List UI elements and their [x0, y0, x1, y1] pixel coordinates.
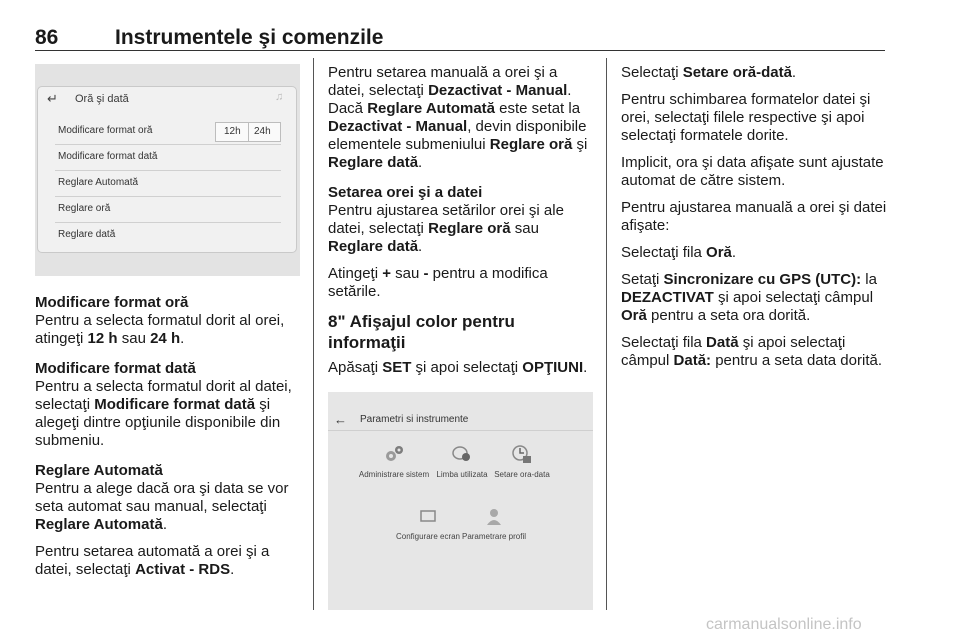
- back-arrow-icon[interactable]: ←: [334, 412, 347, 427]
- paragraph: Pentru schimbarea formatelor datei şi orei, selectaţi filele respective şi apoi selectaţi formatele dorite.: [621, 91, 871, 144]
- gears-icon: [383, 444, 405, 464]
- paragraph: Pentru a selecta formatul dorit al orei, atingeţi 12 h sau 24 h.: [35, 312, 285, 347]
- screen-title: Oră şi dată: [75, 93, 129, 105]
- language-icon: [451, 444, 473, 464]
- menu-list: [55, 119, 281, 248]
- page-header: [35, 26, 885, 50]
- paragraph: Pentru a alege dacă ora şi data se vor seta automat sau manual, selectaţi Reglare Automată.: [35, 480, 289, 533]
- column-divider: [313, 58, 314, 610]
- watermark: carmanualsonline.info: [706, 616, 862, 633]
- menu-item-set-date[interactable]: Reglare dată: [58, 229, 116, 240]
- clock-calendar-icon: [511, 444, 533, 464]
- column-2: [328, 64, 593, 386]
- menu-item-date-format[interactable]: Modificare format dată: [55, 145, 281, 171]
- column-divider: [606, 58, 607, 610]
- paragraph: Implicit, ora şi data afişate sunt ajustate automat de către sistem.: [621, 154, 884, 189]
- heading-set-time-date: Setarea orei şi a datei: [328, 184, 483, 201]
- settings-screenshot: [328, 392, 593, 610]
- paragraph: Atingeţi + sau - pentru a modifica setările.: [328, 265, 548, 300]
- screen-header: [328, 412, 593, 431]
- paragraph: Selectaţi fila Dată şi apoi selectaţi câmpul Dată: pentru a seta data dorită.: [621, 334, 882, 369]
- menu-item-screen-config[interactable]: Configurare ecran: [388, 506, 468, 541]
- paragraph: Pentru a selecta formatul dorit al datei, selectaţi Modificare format dată şi alegeţi dintre opţiunile disponibile din submeniu.: [35, 378, 292, 449]
- screen-title: Parametri si instrumente: [360, 414, 469, 425]
- page-title: Instrumentele şi comenzile: [115, 26, 384, 49]
- paragraph: Selectaţi fila Oră.: [621, 244, 737, 261]
- paragraph: Pentru ajustarea setărilor orei şi ale datei, selectaţi Reglare oră sau Reglare dată.: [328, 202, 564, 255]
- toggle-12h[interactable]: 12h: [224, 126, 241, 137]
- paragraph: Pentru setarea automată a orei şi a datei, selectaţi Activat - RDS.: [35, 543, 270, 578]
- heading-color-display: 8" Afişajul color pentru informaţii: [328, 312, 515, 352]
- screen-icon: [417, 506, 439, 526]
- paragraph: Apăsaţi SET şi apoi selectaţi OPŢIUNI.: [328, 359, 588, 376]
- music-note-icon: ♫: [275, 91, 284, 103]
- menu-item-language[interactable]: Limba utilizata: [422, 444, 502, 479]
- toggle-24h[interactable]: 24h: [254, 126, 271, 137]
- page-number: 86: [35, 26, 59, 49]
- column-3: [621, 64, 889, 379]
- profile-icon: [483, 506, 505, 526]
- paragraph: Pentru setarea manuală a orei şi a datei, selectaţi Dezactivat - Manual. Dacă Reglare Automată este setat la Dezactivat - Manual, devin disponibile elementele submeniului Reglare oră şi Reglare dată.: [328, 64, 588, 171]
- time-format-toggle[interactable]: [215, 122, 281, 142]
- heading-auto-set: Reglare Automată: [35, 462, 163, 479]
- column-1: [35, 294, 300, 588]
- menu-item-set-time[interactable]: Reglare oră: [55, 197, 281, 223]
- back-arrow-icon[interactable]: ↵: [47, 91, 58, 106]
- time-date-screenshot: [35, 64, 300, 276]
- paragraph: Setaţi Sincronizare cu GPS (UTC): la DEZACTIVAT şi apoi selectaţi câmpul Oră pentru a seta ora dorită.: [621, 271, 877, 324]
- menu-item-time-format[interactable]: Modificare format oră 12h 24h: [55, 119, 281, 145]
- heading-date-format: Modificare format dată: [35, 360, 196, 377]
- menu-item-profile[interactable]: Parametrare profil: [454, 506, 534, 541]
- menu-item-auto-set[interactable]: Reglare Automată: [55, 171, 281, 197]
- menu-item-system-admin[interactable]: Administrare sistem: [354, 444, 434, 479]
- paragraph: Pentru ajustarea manuală a orei şi datei afişate:: [621, 199, 887, 234]
- header-rule: [35, 50, 885, 51]
- paragraph: Selectaţi Setare oră-dată.: [621, 64, 797, 81]
- heading-time-format: Modificare format oră: [35, 294, 189, 311]
- menu-item-time-date[interactable]: Setare ora-data: [482, 444, 562, 479]
